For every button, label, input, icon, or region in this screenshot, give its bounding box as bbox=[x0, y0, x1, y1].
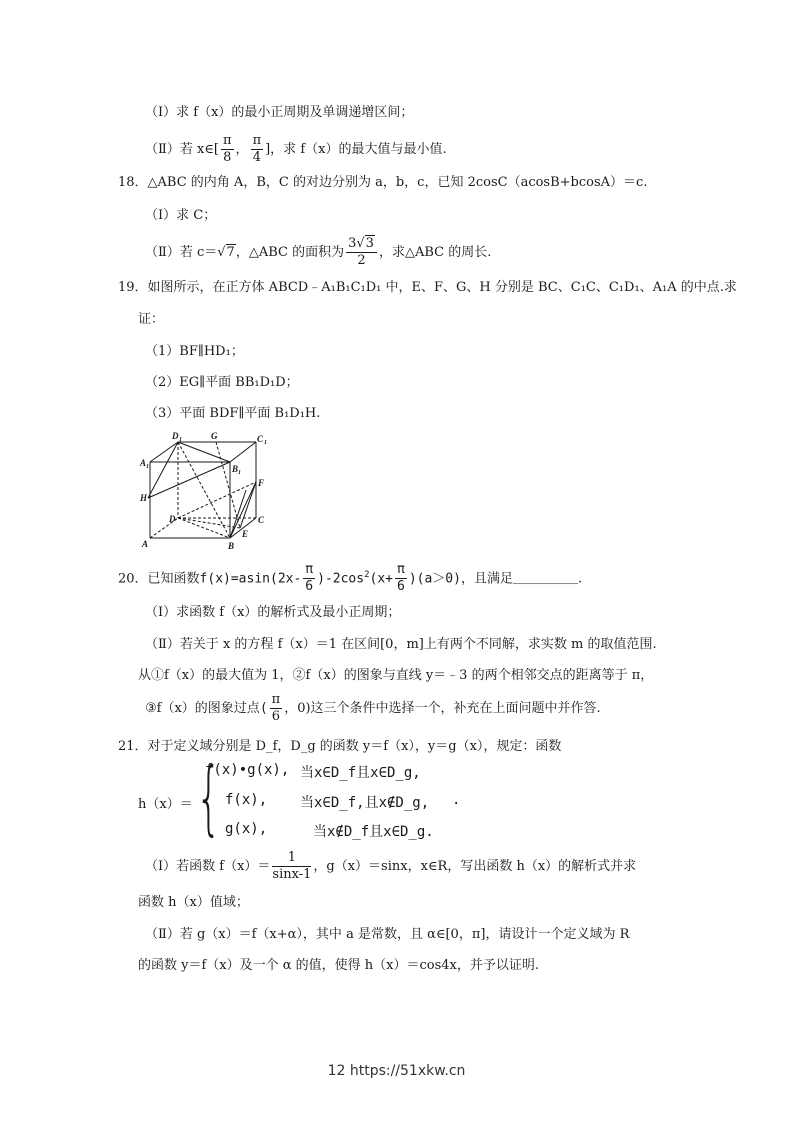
q20-part2: （Ⅱ）若关于 x 的方程 f（x）＝1 在区间[0，m]上有两个不同解，求实数 m 的取值范围. bbox=[145, 637, 657, 652]
label-D: D bbox=[169, 514, 176, 524]
label-C1: C bbox=[257, 434, 264, 444]
q20-conditions-line1: 从①f（x）的最大值为 1，②f（x）的图象与直线 y＝﹣3 的两个相邻交点的距离等于 π， bbox=[138, 668, 654, 683]
page-footer: 12 https://51xkw.cn bbox=[327, 1063, 466, 1079]
q21-part1: （Ⅰ）若函数 f（x）＝ $\frac{1}{\sin x-1}$ ，g（x）＝sinx，x∈R，写出函数 h（x）的解析式并求 bbox=[145, 850, 637, 882]
q19-part3: （3）平面 BDF∥平面 B₁D₁H. bbox=[145, 406, 321, 421]
q21-h-label: h（x）＝ bbox=[138, 797, 193, 812]
q20-frac-pi-6-b: $\frac{\pi}{6}$ bbox=[397, 562, 405, 595]
label-F: F bbox=[258, 478, 265, 488]
q20-part1: （Ⅰ）求函数 f（x）的解析式及最小正周期； bbox=[145, 605, 401, 620]
q18-part2: （Ⅱ）若 c＝√7，△ABC 的面积为 $\frac{3√3}{2}$ ，求△ABC 的周长. bbox=[145, 236, 492, 268]
label-H: H bbox=[140, 493, 148, 503]
q21-part1-line2: 函数 h（x）值域； bbox=[138, 895, 249, 910]
q18-part1: （Ⅰ）求 C； bbox=[145, 208, 217, 223]
q20-frac-pi-6-a: $\frac{\pi}{6}$ bbox=[305, 562, 314, 595]
q17-frac-pi-4: $\frac{\pi}{4}$ bbox=[252, 133, 262, 165]
q21-stem: 21．对于定义域分别是 D_f，D_g 的函数 y＝f（x），y＝g（x），规定：函数 bbox=[118, 739, 562, 754]
svg-text:1: 1 bbox=[179, 437, 182, 443]
svg-text:1: 1 bbox=[264, 440, 267, 446]
q19-part2: （2）EG∥平面 BB₁D₁D； bbox=[145, 375, 299, 390]
piecewise-brace: { bbox=[196, 751, 222, 844]
label-E: E bbox=[242, 529, 249, 539]
q17-part2: （Ⅱ）若 x∈[ $\frac{\pi}{8}$ ， $\frac{\pi}{4}$ ]，求 f（x）的最大值与最小值. bbox=[145, 133, 447, 165]
label-D1: D bbox=[172, 431, 179, 441]
label-A1: A bbox=[140, 458, 147, 468]
q21-case3-value: g(x), bbox=[225, 821, 268, 837]
q19-stem-line1: 19．如图所示，在正方体 ABCD﹣A₁B₁C₁D₁ 中，E、F、G、H 分别是 BC、C₁C、C₁D₁、A₁A 的中点.求 bbox=[118, 280, 737, 295]
q21-case1-value: f(x)•g(x), bbox=[205, 762, 290, 778]
q20-point-fraction: $\frac{\pi}{6}$ bbox=[271, 692, 281, 724]
q19-stem-line2: 证： bbox=[138, 312, 165, 327]
q21-case-tail: . bbox=[452, 792, 461, 808]
label-A: A bbox=[142, 539, 149, 549]
q21-case1-condition: 当x∈D_f且x∈D_g, bbox=[300, 765, 421, 781]
q20-stem: 20．已知函数f(x)=asin(2x- $\frac{\pi}{6}$ )$-2\cos^2(x+$ $\frac{\pi}{6}$ )(a＞0)，且满足＿＿＿＿＿. bbox=[118, 562, 583, 595]
q21-case2-condition: 当x∈D_f,且x∉D_g, bbox=[300, 795, 430, 811]
q19-part1: （1）BF∥HD₁； bbox=[145, 344, 244, 359]
svg-text:1: 1 bbox=[238, 470, 241, 476]
q18-area-fraction: $\frac{3√3}{2}$ bbox=[346, 236, 377, 269]
label-B: B bbox=[228, 541, 235, 551]
cube-diagram bbox=[138, 430, 278, 552]
q18-stem: 18．△ABC 的内角 A，B，C 的对边分别为 a，b，c，已知 2cosC（acosB+bcosA）＝c. bbox=[118, 175, 648, 190]
svg-text:1: 1 bbox=[146, 464, 149, 470]
label-C: C bbox=[258, 515, 265, 525]
label-B1: B bbox=[232, 464, 239, 474]
q21-case3-condition: 当x∉D_f且x∈D_g. bbox=[313, 824, 434, 840]
q17-part1: （Ⅰ）求 f（x）的最小正周期及单调递增区间； bbox=[145, 105, 414, 120]
q21-part2-line2: 的函数 y＝f（x）及一个 α 的值，使得 h（x）＝cos4x，并予以证明. bbox=[138, 958, 540, 973]
q21-part2-line1: （Ⅱ）若 g（x）＝f（x+α），其中 a 是常数，且 α∈[0，π]，请设计一个定义域为 R bbox=[145, 927, 630, 942]
label-G: G bbox=[211, 431, 218, 441]
q21-case2-value: f(x), bbox=[225, 792, 268, 808]
q21-fraction: $\frac{1}{\sin x-1}$ bbox=[272, 850, 312, 882]
q20-conditions-line2: ③f（x）的图象过点( $\frac{\pi}{6}$ ，0)这三个条件中选择一个，补充在上面问题中并作答. bbox=[145, 692, 601, 724]
q17-frac-pi-8: $\frac{\pi}{8}$ bbox=[223, 133, 232, 165]
